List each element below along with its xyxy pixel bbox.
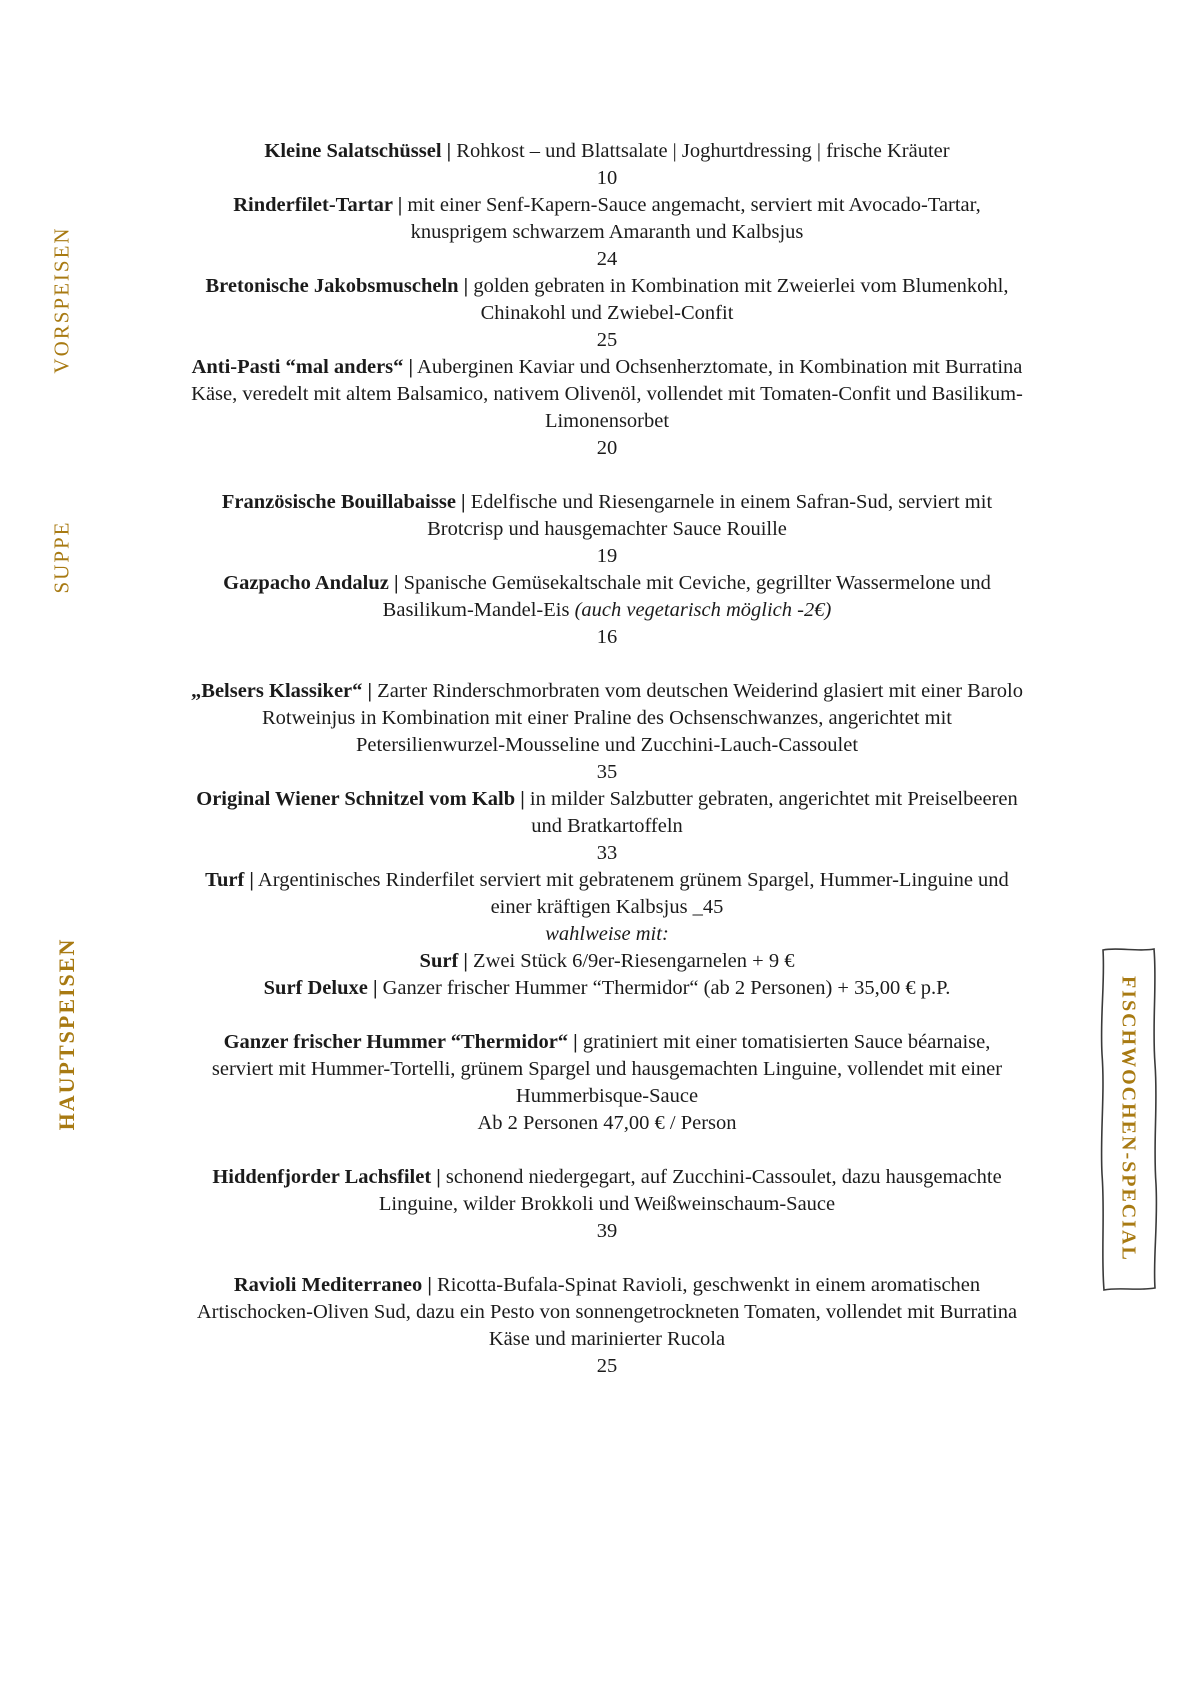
menu-item-description: Rohkost – und Blattsalate | Joghurtdressing | frische Kräuter [451,140,950,162]
menu-section-suppe [191,489,1023,651]
fischwochen-special-label: FISCHWOCHEN-SPECIAL [1117,976,1140,1262]
menu-item-text [191,1272,1023,1353]
menu-item-price: 20 [596,437,618,459]
menu-item-name: Turf | [205,869,254,891]
menu-item-description: gratiniert mit einer tomatisierten Sauce béarnaise, serviert mit Hummer-Tortelli, grünem Spargel und hausgemachten Linguine, vollendet mit einer Hummerbisque-Sauce [211,1031,1003,1107]
menu-section-fischwochen-hummer [191,1029,1023,1137]
menu-item-text [191,867,1023,921]
menu-item-text [191,138,1023,165]
fischwochen-special-banner [1095,944,1161,1294]
menu-item [191,1164,1023,1245]
menu-section-vorspeisen [191,138,1023,462]
menu-item-description: golden gebraten in Kombination mit Zweierlei vom Blumenkohl, Chinakohl und Zwiebel-Confit [468,275,1009,324]
menu-item [191,1272,1023,1380]
menu-item-description: in milder Salzbutter gebraten, angerichtet mit Preiselbeeren und Bratkartoffeln [524,788,1018,837]
menu-item-price: 25 [596,1355,618,1377]
menu-item-note: (auch vegetarisch möglich -2€) [569,599,832,621]
menu-item-price: 33 [596,842,618,864]
menu-item-description: schonend niedergegart, auf Zucchini-Cassoulet, dazu hausgemachte Linguine, wilder Brokkoli und Weißweinschaum-Sauce [378,1166,1002,1215]
menu-item-name: Gazpacho Andaluz | [223,572,399,594]
section-label-hauptspeisen: HAUPTSPEISEN [54,937,79,1131]
section-label-vorspeisen: VORSPEISEN [49,226,74,374]
menu-item-text [191,489,1023,543]
menu-subitem-name: Surf Deluxe | [263,977,378,999]
menu-subitem-text: Ganzer frischer Hummer “Thermidor“ (ab 2 Personen) + 35,00 € p.P. [377,977,951,999]
menu-item-price: 25 [596,329,618,351]
menu-item-name: Ganzer frischer Hummer “Thermidor“ | [223,1031,578,1053]
menu-column [191,138,1023,1380]
menu-subitem-name: Surf | [419,950,468,972]
menu-item-text [191,1164,1023,1218]
menu-item-price: 35 [596,761,618,783]
menu-item-price: 19 [596,545,618,567]
menu-item [191,354,1023,462]
menu-item-name: Anti-Pasti “mal anders“ | [191,356,414,378]
menu-item-name: Kleine Salatschüssel | [264,140,452,162]
menu-section-hauptspeisen [191,678,1023,1002]
menu-item [191,192,1023,273]
menu-section-fischwochen-lachs [191,1164,1023,1245]
menu-item-subline: Ab 2 Personen 47,00 € / Person [477,1112,737,1134]
menu-item-price: 10 [596,167,618,189]
menu-item-subline: wahlweise mit: [545,923,669,945]
menu-item [191,273,1023,354]
menu-subitem-text: Zwei Stück 6/9er-Riesengarnelen + 9 € [467,950,795,972]
menu-item-text [191,678,1023,759]
menu-item-name: Französische Bouillabaisse | [221,491,466,513]
menu-item-description: Auberginen Kaviar und Ochsenherztomate, in Kombination mit Burratina Käse, veredelt mit altem Balsamico, nativem Olivenöl, vollendet mit Tomaten-Confit und Basilikum-Limonensorbet [191,356,1023,432]
menu-item-price: 24 [596,248,618,270]
menu-item-description: Ricotta-Bufala-Spinat Ravioli, geschwenkt in einem aromatischen Artischocken-Oliven Sud, dazu ein Pesto von sonnengetrockneten Tomaten, vollendet mit Burratina Käse und marinierter Rucola [196,1274,1018,1350]
menu-item-description: mit einer Senf-Kapern-Sauce angemacht, serviert mit Avocado-Tartar, knusprigem schwarzem Amaranth und Kalbsjus [402,194,981,243]
menu-item-name: Hiddenfjorder Lachsfilet | [212,1166,441,1188]
menu-item [191,570,1023,651]
menu-item [191,678,1023,786]
menu-item-text [191,354,1023,435]
menu-item-name: Original Wiener Schnitzel vom Kalb | [196,788,525,810]
menu-section-fischwochen-ravioli [191,1272,1023,1380]
menu-item-name: Bretonische Jakobsmuscheln | [205,275,469,297]
menu-item-text [191,786,1023,840]
menu-item-text [191,570,1023,624]
menu-item [191,786,1023,867]
section-label-suppe: SUPPE [49,520,74,594]
menu-item-name: Rinderfilet-Tartar | [233,194,403,216]
menu-item-text [191,273,1023,327]
menu-item-name: „Belsers Klassiker“ | [191,680,373,702]
menu-item-subline [191,975,1023,1002]
menu-item-text [191,192,1023,246]
menu-item-price: 39 [596,1220,618,1242]
menu-item-text [191,1029,1023,1110]
menu-item-name: Ravioli Mediterraneo | [233,1274,432,1296]
menu-item-description: Argentinisches Rinderfilet serviert mit gebratenem grünem Spargel, Hummer-Linguine und einer kräftigen Kalbsjus _45 [253,869,1009,918]
menu-item [191,138,1023,192]
menu-item [191,1029,1023,1137]
menu-item-subline [191,948,1023,975]
menu-item-description: Spanische Gemüsekaltschale mit Ceviche, gegrillter Wassermelone und Basilikum-Mandel-Eis [382,572,991,621]
menu-item-price: 16 [596,626,618,648]
menu-item-description: Edelfische und Riesengarnele in einem Safran-Sud, serviert mit Brotcrisp und hausgemachter Sauce Rouille [427,491,993,540]
menu-item-description: Zarter Rinderschmorbraten vom deutschen Weiderind glasiert mit einer Barolo Rotweinjus in Kombination mit einer Praline des Ochsenschwanzes, angerichtet mit Petersilienwurzel-Mousseline und Zucchini-Lauch-Cassoulet [261,680,1023,756]
menu-item [191,489,1023,570]
menu-item [191,867,1023,1002]
